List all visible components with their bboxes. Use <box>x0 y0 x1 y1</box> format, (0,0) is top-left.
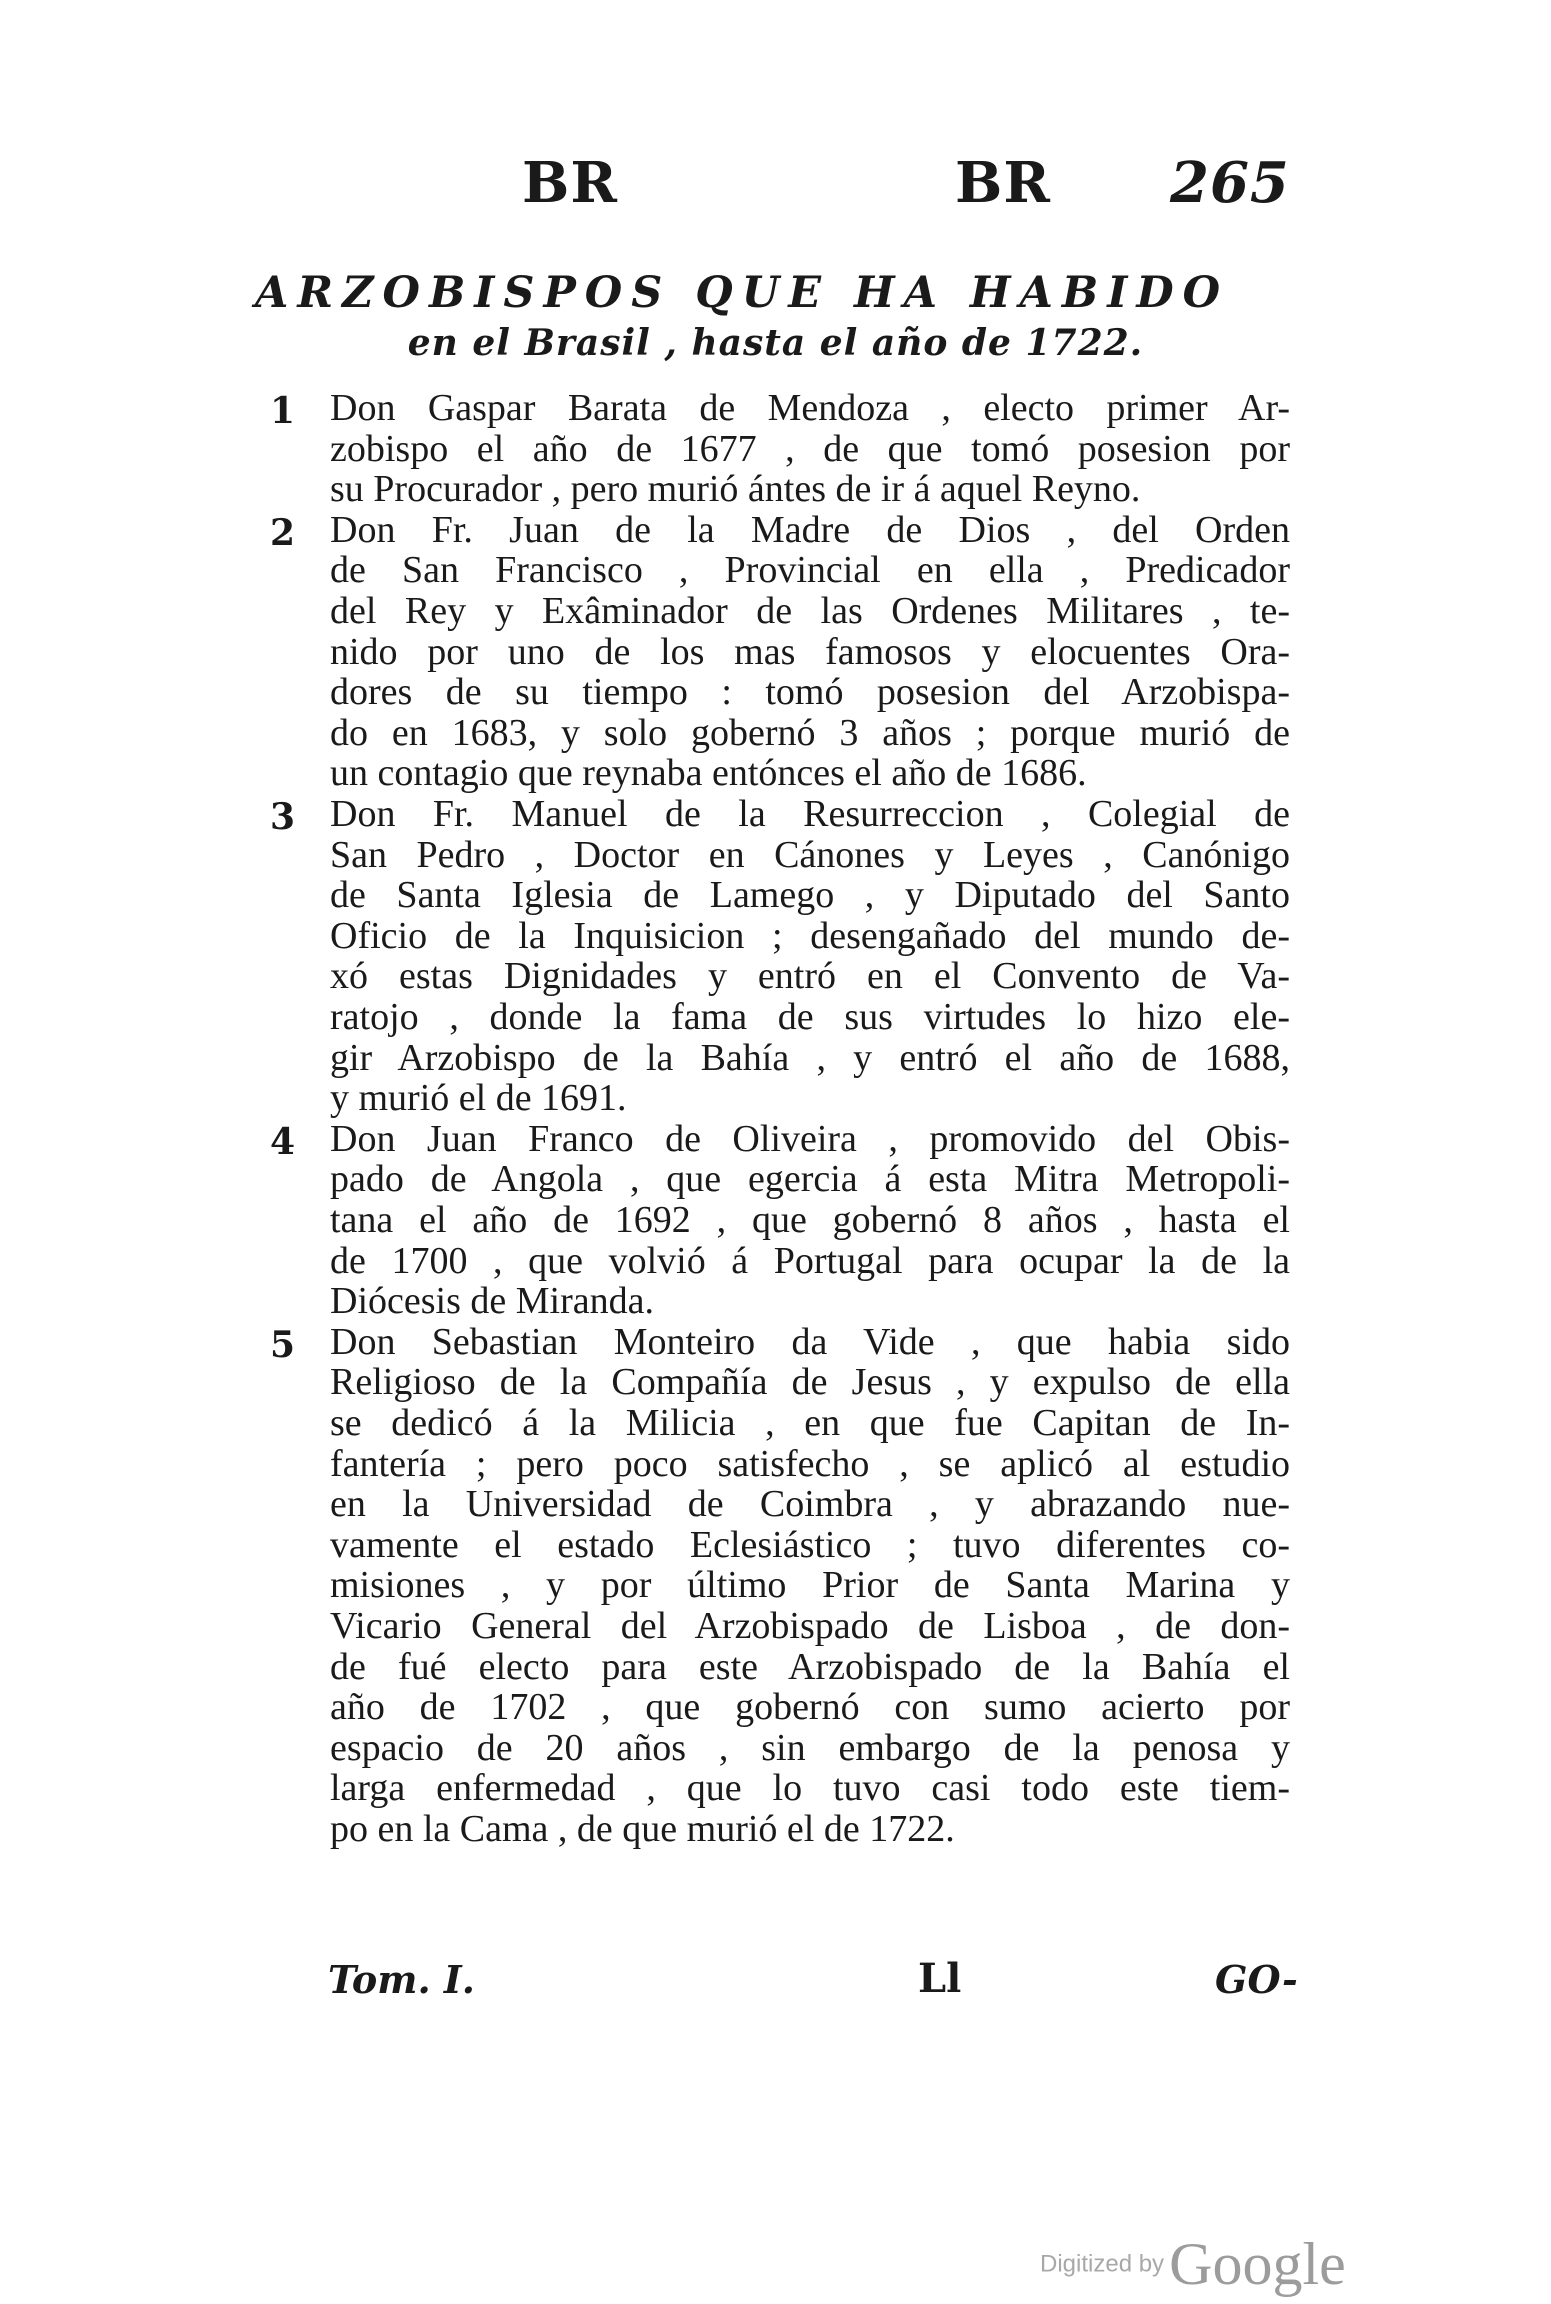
entry-text-line: de San Francisco , Provincial en ella , Predicador <box>330 549 1290 592</box>
entry-text-line: po en la Cama , de que murió el de 1722. <box>330 1808 955 1850</box>
section-subtitle: en el Brasil , hasta el año de 1722. <box>407 322 1144 364</box>
entry-text-line: fantería ; pero poco satisfecho , se aplicó al estudio <box>330 1442 1290 1485</box>
entry-text-line: ratojo , donde la fama de sus virtudes lo hizo ele- <box>330 996 1290 1038</box>
entry-text-line: de Santa Iglesia de Lamego , y Diputado del Santo <box>330 874 1290 917</box>
entry-number: 1 <box>270 390 296 432</box>
entry-number: 5 <box>270 1323 296 1366</box>
entry-text-line: San Pedro , Doctor en Cánones y Leyes , Canónigo <box>330 833 1290 876</box>
entry-text-line: Religioso de la Compañía de Jesus , y expulso de ella <box>330 1361 1290 1404</box>
google-logo: Google <box>1169 2231 1346 2297</box>
entry-text-line: año de 1702 , que gobernó con sumo acierto por <box>330 1686 1290 1729</box>
entry-text-line: de fué electo para este Arzobispado de la Bahía el <box>330 1645 1290 1688</box>
signature-mark: Ll <box>918 1955 962 2002</box>
entry-text-line: dores de su tiempo : tomó posesion del Arzobispa- <box>330 671 1290 714</box>
running-head-center: BR <box>955 150 1051 216</box>
volume-mark: Tom. I. <box>328 1957 475 2002</box>
entry-text-line: Vicario General del Arzobispado de Lisboa , de don- <box>330 1605 1290 1647</box>
entry-text-line: larga enfermedad , que lo tuvo casi todo este tiem- <box>330 1767 1290 1810</box>
entry-number: 2 <box>270 511 296 554</box>
entry-text-line: misiones , y por último Prior de Santa Marina y <box>330 1564 1290 1607</box>
section-title: ARZOBISPOS QUE HA HABIDO <box>255 268 1230 318</box>
entry-text-line: de 1700 , que volvió á Portugal para ocupar la de la <box>330 1239 1290 1282</box>
entry-text-line: su Procurador , pero murió ántes de ir á aquel Reyno. <box>330 468 1141 511</box>
entry-text-line: Don Fr. Manuel de la Resurreccion , Colegial de <box>330 793 1290 835</box>
running-head-left: BR <box>522 150 618 216</box>
entry-text-line: gir Arzobispo de la Bahía , y entró el año de 1688, <box>330 1036 1290 1079</box>
entry-text-line: Don Sebastian Monteiro da Vide , que habia sido <box>330 1320 1290 1363</box>
entry-text-line: un contagio que reynaba entónces el año de 1686. <box>330 752 1087 795</box>
entry-text-line: nido por uno de los mas famosos y elocuentes Ora- <box>330 630 1290 673</box>
watermark-prefix: Digitized by <box>1040 2250 1165 2278</box>
entry-text-line: Don Gaspar Barata de Mendoza , electo primer Ar- <box>330 387 1290 429</box>
catchword: GO- <box>1215 1957 1298 2002</box>
entry-text-line: tana el año de 1692 , que gobernó 8 años , hasta el <box>330 1199 1290 1241</box>
entry-number: 4 <box>270 1120 296 1163</box>
entry-text-line: xó estas Dignidades y entró en el Convento de Va- <box>330 955 1290 998</box>
page-number: 265 <box>1170 150 1290 216</box>
entry-text-line: se dedicó á la Milicia , en que fue Capitan de In- <box>330 1402 1290 1444</box>
entry-number: 3 <box>270 796 296 838</box>
entry-text-line: vamente el estado Eclesiástico ; tuvo diferentes co- <box>330 1523 1290 1566</box>
entry-text-line: Don Juan Franco de Oliveira , promovido del Obis- <box>330 1117 1290 1160</box>
entry-text-line: Diócesis de Miranda. <box>330 1280 654 1323</box>
digitized-watermark <box>1040 2230 1346 2299</box>
entry-text-line: del Rey y Exâminador de las Ordenes Militares , te- <box>330 590 1290 632</box>
entry-text-line: Oficio de la Inquisicion ; desengañado del mundo de- <box>330 914 1290 957</box>
entry-text-line: do en 1683, y solo gobernó 3 años ; porque murió de <box>330 711 1290 754</box>
entry-text-line: zobispo el año de 1677 , de que tomó posesion por <box>330 427 1290 470</box>
entry-text-line: Don Fr. Juan de la Madre de Dios , del Orden <box>330 508 1290 551</box>
entry-text-line: en la Universidad de Coimbra , y abrazando nue- <box>330 1483 1290 1526</box>
entry-text-line: y murió el de 1691. <box>330 1077 627 1120</box>
entry-text-line: espacio de 20 años , sin embargo de la penosa y <box>330 1726 1290 1769</box>
entry-text-line: pado de Angola , que egercia á esta Mitra Metropoli- <box>330 1158 1290 1201</box>
